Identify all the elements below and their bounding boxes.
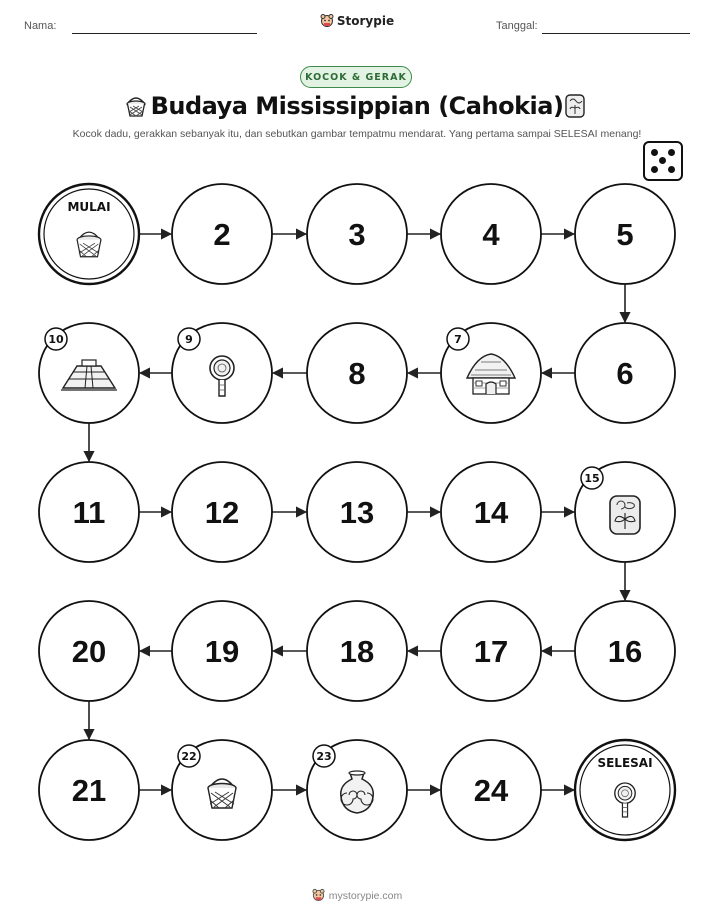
basket-icon	[208, 779, 236, 808]
space-number: 6	[616, 356, 634, 391]
board-space[interactable]	[441, 462, 541, 562]
board-space[interactable]	[575, 462, 675, 562]
board-space[interactable]	[307, 184, 407, 284]
mode-badge: KOCOK & GERAK	[300, 66, 412, 88]
board-space[interactable]	[172, 184, 272, 284]
space-number: 11	[72, 495, 106, 530]
space-number: 18	[339, 634, 375, 669]
board-space[interactable]	[39, 323, 139, 423]
board-space[interactable]	[441, 323, 541, 423]
space-number: 2	[213, 217, 231, 252]
board-space[interactable]	[39, 601, 139, 701]
space-number: 17	[473, 634, 509, 669]
space-number: 5	[616, 217, 634, 252]
space-finish[interactable]	[575, 740, 675, 840]
date-label: Tanggal:	[496, 20, 538, 32]
name-label: Nama:	[24, 20, 57, 32]
basket-icon	[77, 232, 101, 257]
footer-url[interactable]: mystorypie.com	[328, 889, 403, 902]
board-space[interactable]	[39, 462, 139, 562]
board-space[interactable]	[575, 323, 675, 423]
space-number: 21	[71, 773, 107, 808]
space-number: 10	[48, 333, 64, 346]
board-space[interactable]	[172, 323, 272, 423]
space-number: 8	[348, 356, 366, 391]
space-number: 24	[473, 773, 509, 808]
space-number: 13	[339, 495, 375, 530]
board-space[interactable]	[172, 601, 272, 701]
brand-name: Storypie	[336, 14, 395, 28]
space-number: 4	[482, 217, 500, 252]
board-space[interactable]	[575, 601, 675, 701]
board-space[interactable]	[307, 740, 407, 840]
board-space[interactable]	[441, 601, 541, 701]
instructions: Kocok dadu, gerakkan sebanyak itu, dan sebutkan gambar tempatmu mendarat. Yang pertama sampai SELESAI menang!	[72, 128, 642, 140]
space-number: 16	[607, 634, 643, 669]
board-space[interactable]	[307, 601, 407, 701]
space-number: 9	[185, 333, 193, 346]
space-number: 23	[316, 750, 332, 763]
space-number: 20	[71, 634, 107, 669]
footer	[0, 888, 714, 904]
space-number: 19	[204, 634, 240, 669]
space-number: 12	[204, 495, 240, 530]
space-number: 22	[181, 750, 197, 763]
storypie-logo-icon	[312, 888, 325, 904]
board-space[interactable]	[575, 184, 675, 284]
space-number: 15	[584, 472, 600, 485]
board-space[interactable]	[39, 740, 139, 840]
start-label: MULAI	[67, 200, 111, 214]
space-number: 7	[454, 333, 462, 346]
tablet-icon	[610, 496, 640, 534]
space-number: 3	[348, 217, 366, 252]
space-number: 14	[473, 495, 509, 530]
space-start[interactable]	[39, 184, 139, 284]
page-title: Budaya Mississippian (Cahokia)	[150, 92, 564, 120]
board-space[interactable]	[172, 462, 272, 562]
board-space[interactable]	[441, 184, 541, 284]
board-space[interactable]	[441, 740, 541, 840]
board-space[interactable]	[307, 323, 407, 423]
board-space[interactable]	[307, 462, 407, 562]
finish-label: SELESAI	[597, 756, 653, 770]
board-space[interactable]	[172, 740, 272, 840]
